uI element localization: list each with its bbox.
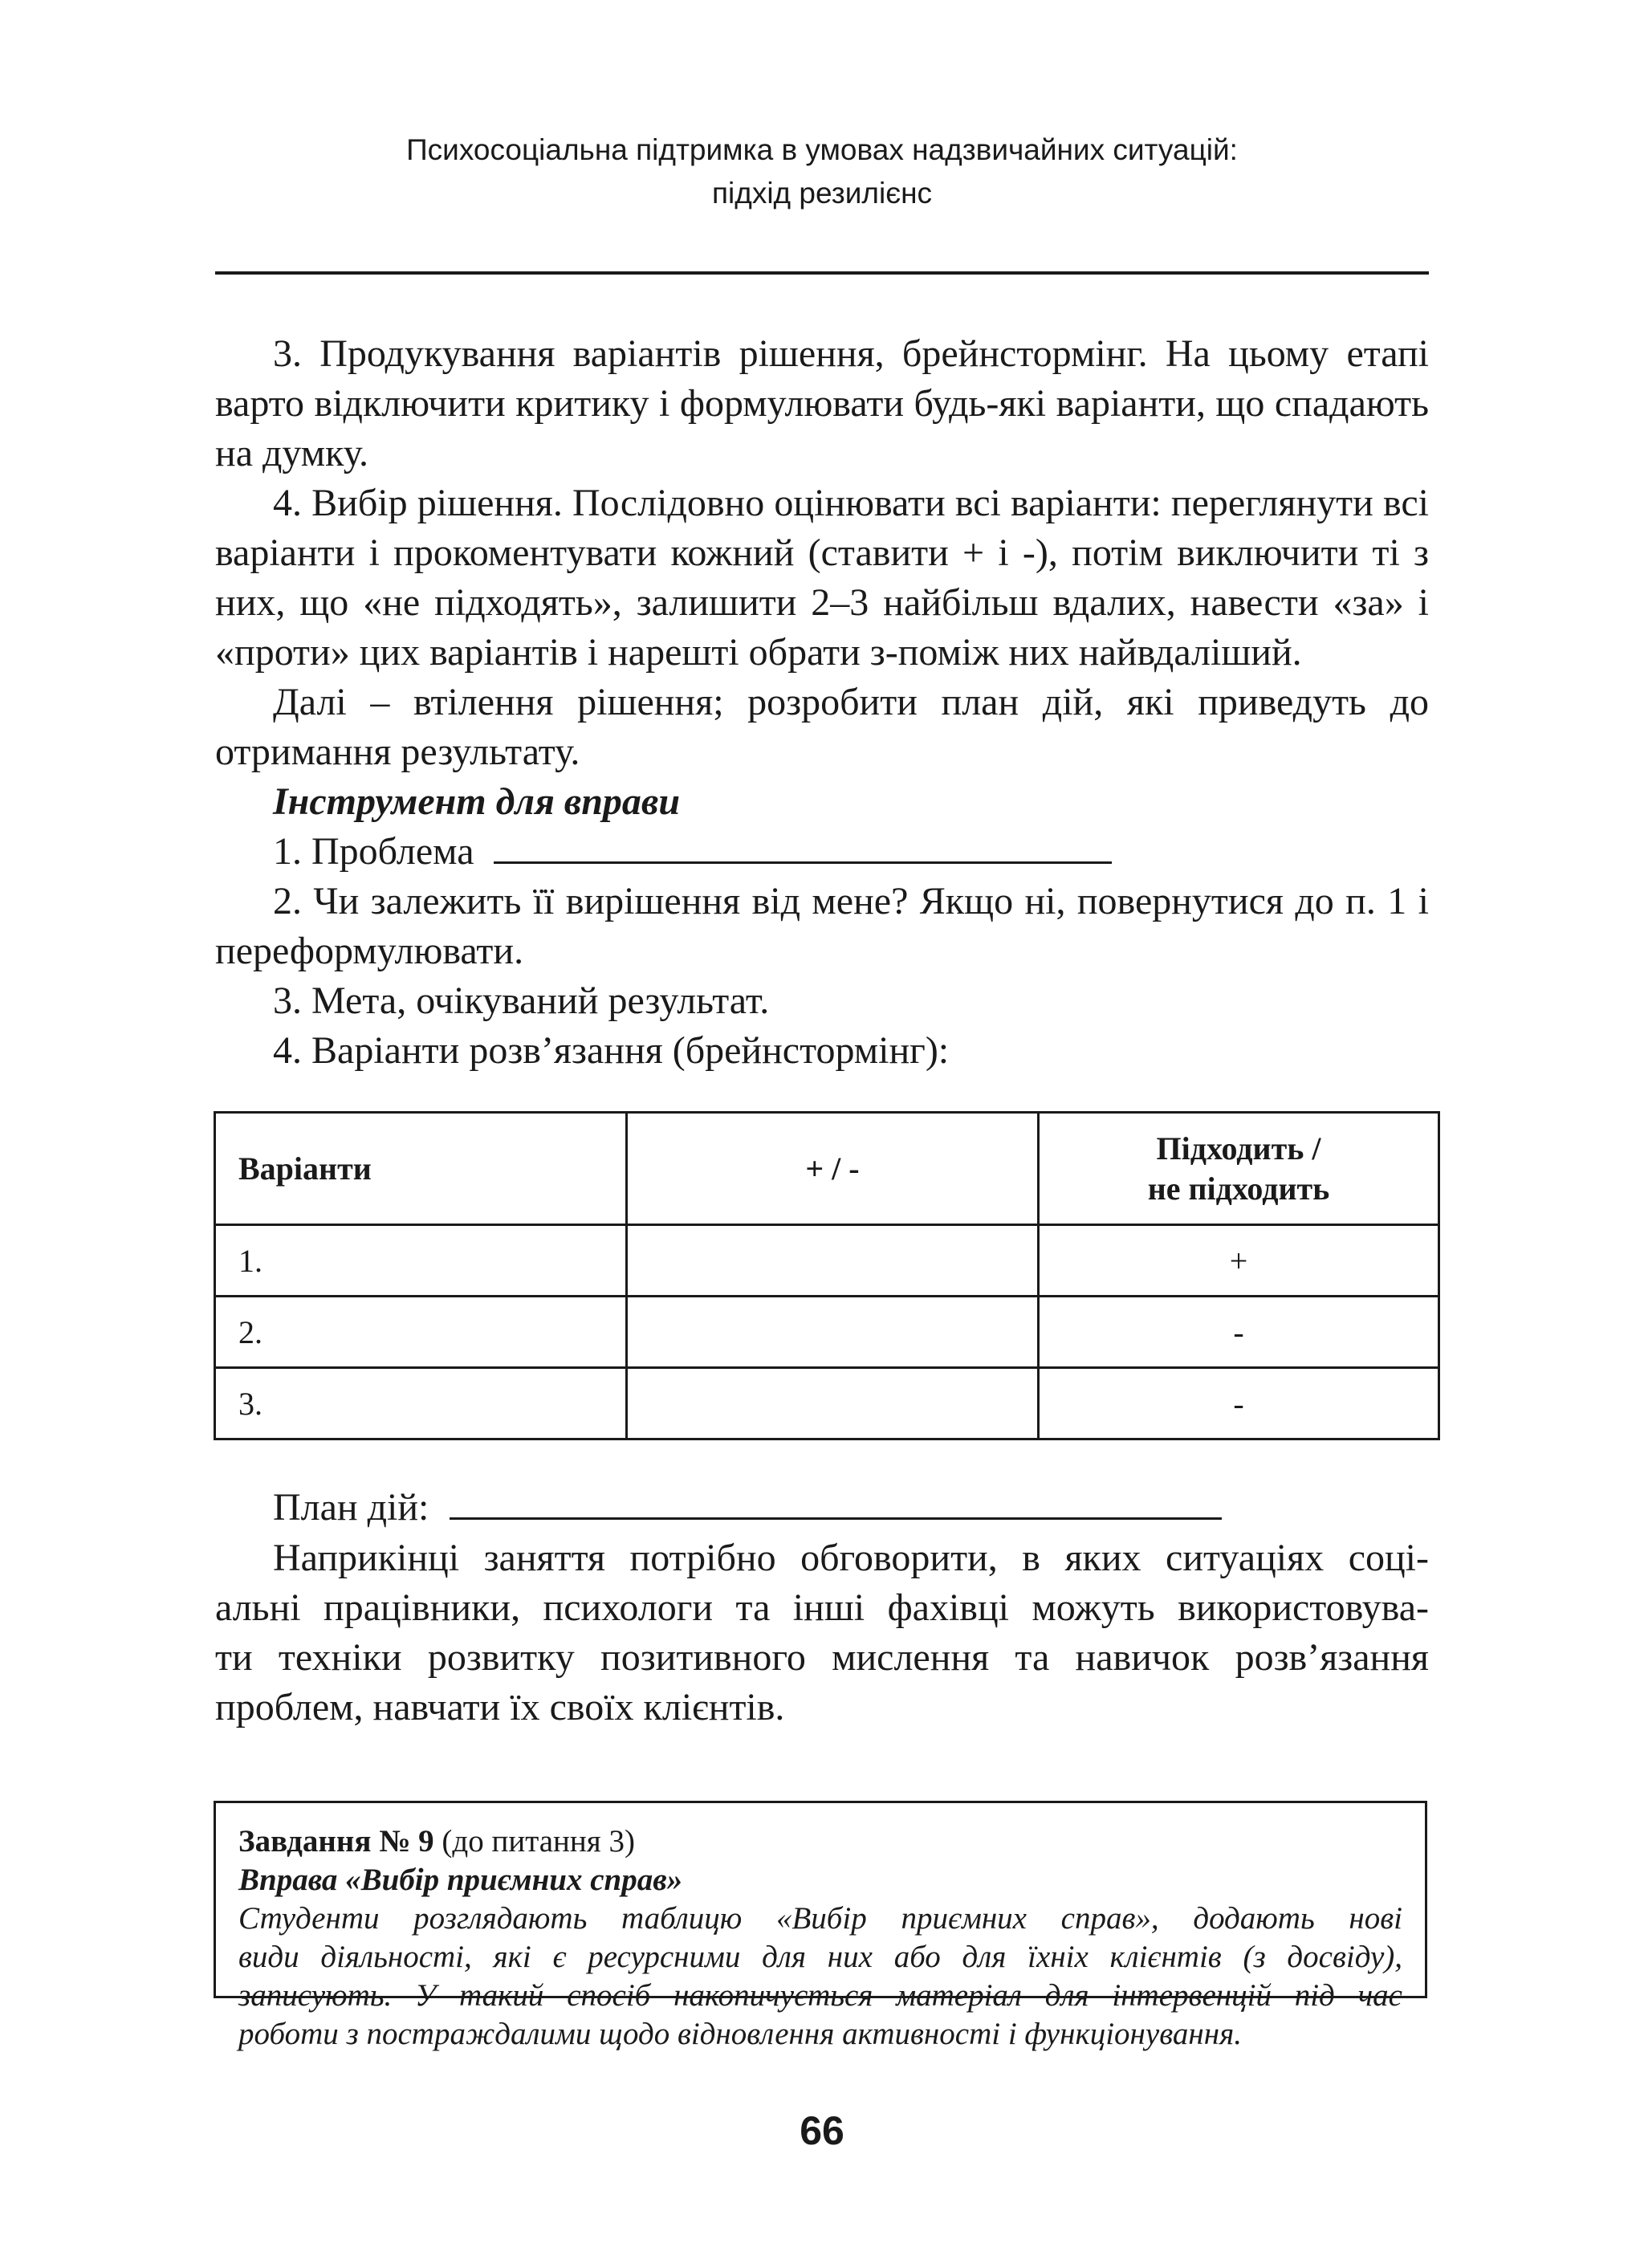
action-plan-line — [215, 1483, 1429, 1533]
header-fits — [1039, 1113, 1439, 1225]
running-header — [215, 128, 1429, 215]
task-line-4: роботи з постраждалими щодо відновлення активності і функціонування. — [238, 2017, 1242, 2051]
cell-plus-minus — [627, 1368, 1039, 1439]
paragraph-step-4: 4. Вибір рішення. Послідовно оцінювати всі варіанти: переглянути всі варіанти і прокоментувати кожний (ставити + і -), потім виключити ті з них, що «не підходять», залишити 2–3 найбільш вдалих, навести «за» і «проти» цих варіантів і нарешті обрати з-поміж них найвдаліший. — [215, 482, 1429, 674]
cell-variant: 2. — [215, 1297, 627, 1368]
header-line-2: підхід резилієнс — [711, 177, 933, 210]
closing-line-4: проблем, навчати їх своїх клієнтів. — [215, 1686, 785, 1728]
header-line-1: Психосоціальна підтримка в умовах надзвичайних ситуацій: — [406, 133, 1238, 166]
action-plan — [215, 1483, 1429, 1533]
cell-fits: - — [1039, 1297, 1439, 1368]
item-variants: 4. Варіанти розв’язання (брейнстормінг): — [273, 1029, 950, 1072]
page-number: 66 — [800, 2108, 844, 2153]
cell-plus-minus — [627, 1225, 1039, 1297]
paragraph-next: Далі – втілення рішення; розробити план дій, які приведуть до отримання результату. — [215, 681, 1429, 773]
task-title — [238, 1822, 1402, 1861]
closing-line-1: Наприкінці заняття потрібно обговорити, в яких ситуаціях соці- — [273, 1537, 1429, 1579]
main-text — [215, 329, 1429, 1076]
task-number: Завдання № 9 — [238, 1824, 434, 1859]
cell-variant: 1. — [215, 1225, 627, 1297]
closing-line-2: альні працівники, психологи та інші фахівці можуть використовува- — [215, 1586, 1429, 1629]
task-reference: (до питання 3) — [433, 1824, 635, 1859]
task-line-1: Студенти розглядають таблицю «Вибір приємних справ», додають нові — [238, 1901, 1402, 1936]
task-line-3: записують. У такий спосіб накопичується матеріал для інтервенцій під час — [238, 1978, 1402, 2013]
item-depends: 2. Чи залежить її вирішення від мене? Якщо ні, повернутися до п. 1 і переформулювати. — [215, 880, 1429, 972]
table-row — [215, 1297, 1439, 1368]
item-problem-label: 1. Проблема — [273, 830, 474, 873]
problem-blank-line — [494, 828, 1112, 864]
cell-variant: 3. — [215, 1368, 627, 1439]
header-plus-minus: + / - — [627, 1113, 1039, 1225]
header-divider — [215, 271, 1429, 275]
task-line-2: види діяльності, які є ресурсними для них або для їхніх клієнтів (з досвіду), — [238, 1940, 1402, 1974]
header-fits-line-1: Підходить / — [1156, 1130, 1321, 1167]
tool-heading: Інструмент для вправи — [273, 780, 681, 823]
paragraph-step-3: 3. Продукування варіантів рішення, брейнстормінг. На цьому етапі варто відключити критику і формулювати будь-які варіанти, що спадають на думку. — [215, 332, 1429, 474]
table-row — [215, 1368, 1439, 1439]
table-header-row — [215, 1113, 1439, 1225]
task-box — [214, 1801, 1427, 2051]
header-fits-line-2: не підходить — [1147, 1170, 1330, 1207]
header-variants: Варіанти — [215, 1113, 627, 1225]
cell-fits: - — [1039, 1368, 1439, 1439]
action-plan-blank-line — [450, 1484, 1222, 1520]
table-row — [215, 1225, 1439, 1297]
cell-plus-minus — [627, 1297, 1039, 1368]
action-plan-label: План дій: — [273, 1486, 429, 1529]
closing-line-3: ти техніки розвитку позитивного мислення та навичок розв’язання — [215, 1636, 1429, 1679]
cell-fits: + — [1039, 1225, 1439, 1297]
variants-table — [214, 1111, 1440, 1440]
item-problem — [215, 827, 1429, 877]
task-exercise-title: Вправа «Вибір приємних справ» — [238, 1863, 683, 1897]
item-goal: 3. Мета, очікуваний результат. — [273, 979, 770, 1022]
closing-paragraph — [215, 1533, 1429, 1733]
